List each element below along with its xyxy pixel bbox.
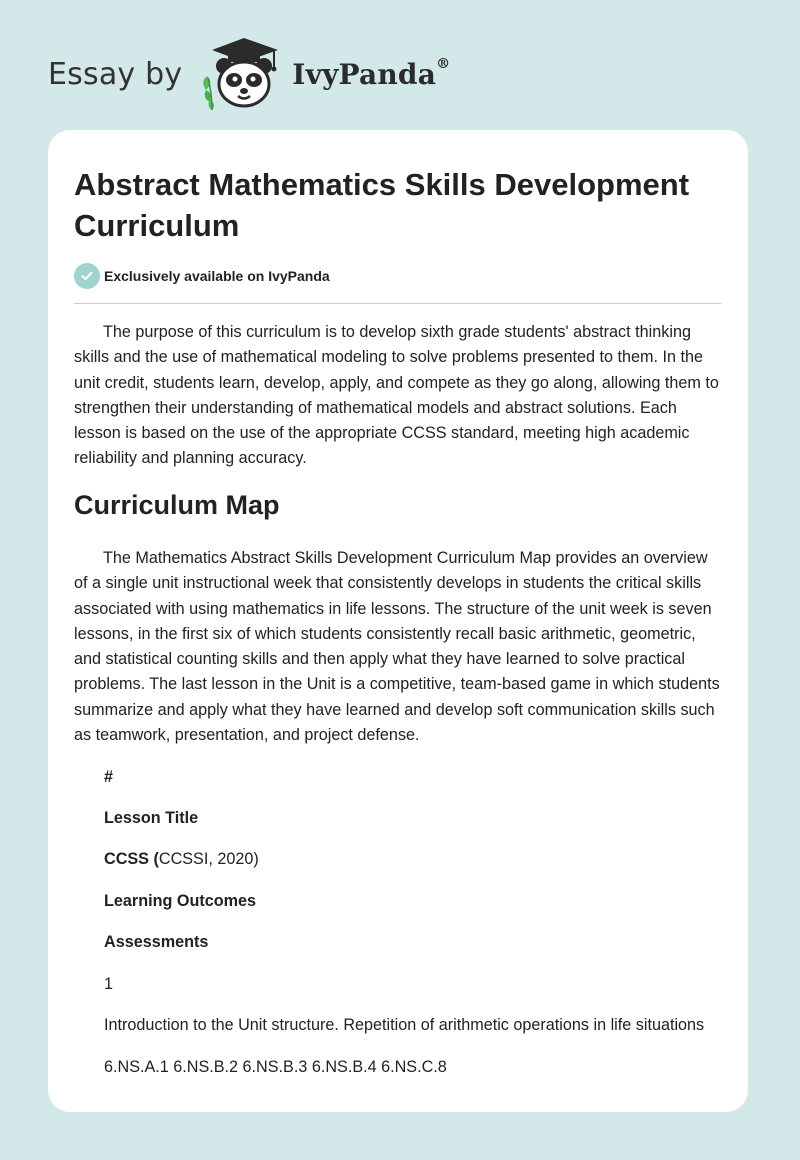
section-heading: Curriculum Map [74,490,280,520]
table-header-lesson-title: Lesson Title [104,809,199,827]
table-header-assessments: Assessments [104,933,209,951]
table-header-ccss: CCSS (CCSSI, 2020) [104,850,259,868]
check-icon [74,263,100,289]
exclusive-label: Exclusively available on IvyPanda [104,268,330,284]
table-cell-number: 1 [104,975,114,993]
essay-title: Abstract Mathematics Skills Development Curriculum [74,167,690,243]
intro-paragraph: The purpose of this curriculum is to develop sixth grade students' abstract thinking skills and the use of mathematical modeling to solve problems presented to them. In the unit credit, students learn, develop, apply, and compete as they go along, allowing them to strengthen their understanding of mathematical models and abstract solutions. Each lesson is based on the use of the appropriate CCSS standard, meeting high academic reliability and planning accuracy. [74,323,719,468]
table-cell-ccss: 6.NS.A.1 6.NS.B.2 6.NS.B.3 6.NS.B.4 6.NS.C.8 [104,1058,447,1076]
essay-card [48,130,748,1112]
table-header-outcomes: Learning Outcomes [104,892,257,910]
table-header-number: # [104,768,114,786]
essay-by-label: Essay by [48,56,183,92]
panda-logo-icon [198,34,290,114]
exclusive-badge [74,263,330,289]
divider [74,303,722,304]
table-cell-lesson-title: Introduction to the Unit structure. Repetition of arithmetic operations in life situations [104,1016,705,1034]
site-header [48,34,450,114]
section-paragraph: The Mathematics Abstract Skills Development Curriculum Map provides an overview of a single unit instructional week that consistently develops in students the critical skills associated with using mathematics in life lessons. The structure of the unit week is seven lessons, in the first six of which students consistently recall basic arithmetic, geometric, and statistical counting skills and then apply what they have learned to solve practical problems. The last lesson in the Unit is a competitive, team-based game in which students summarize and apply what they have learned and develop soft communication skills such as teamwork, presentation, and project defense. [74,549,720,745]
brand-name[interactable]: IvyPanda® [292,55,451,91]
